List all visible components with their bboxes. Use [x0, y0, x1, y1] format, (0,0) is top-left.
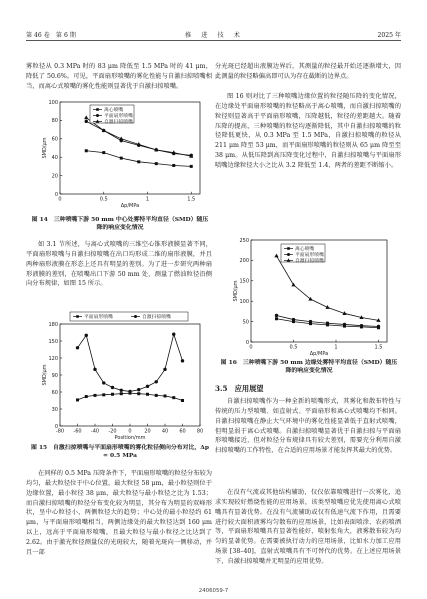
left-paragraph-2: 如 3.1 节所述，与离心式喷嘴的三维空心锥形液膜显著不同，平面扇形喷嘴与自激扫掠喷嘴在出口均形成二维的扇形液膜，并且两种扇形液膜在形态上还具有明显的差别。为了进一步研究两种扇形液膜的差别，在喷嘴出口下游 50 mm 处，测量了燃油粒径沿侧向分布规律，如图 15 所示。 [26, 241, 212, 288]
series-1-point [120, 157, 123, 160]
legend-entry-2: 平面扇形喷嘴 [295, 253, 324, 259]
series-1-point [120, 392, 123, 395]
series-2-point [181, 359, 184, 362]
series-2-point [172, 333, 175, 336]
y-tick-label: 50 [242, 319, 249, 326]
series-1-point [85, 395, 88, 398]
right-paragraph-2: 图 16 则对比了三种喷嘴边缘位置的粒径随压降的变化情况，在边缘处平面扇形喷嘴的粒径略高于离心喷嘴，而自激扫掠喷嘴的粒径则显著高于平面扇形喷嘴，压降越低，粒径的差距越大。随着压降的提高，三种喷嘴的粒径均逐渐降低，其中自激扫掠喷嘴的粒径降低更快，从 0.3 MPa 至 1.5 MPa，自激扫掠喷嘴的粒径从 211 μm 降至 53 μm，而平面扇形喷嘴的粒径则从 65 μm 降至至 38 μm。从低压降到高压降变化过程中，自激扫掠喷嘴与平面扇形喷嘴边缘粒径大小之比从 3.2 降低至 1.4，两者的差距不断缩小。 [215, 93, 401, 169]
right-paragraph-3: 自激扫掠喷嘴作为一种全新的喷嘴形式，其雾化和散布特性与传统的压力型喷嘴、如直射式、平面扇形和离心式喷嘴均不相同。自激扫掠喷嘴在静止大气环境中的雾化性能显著低于直射式喷嘴，但明显弱于离心式喷嘴。自激扫掠喷嘴显著优于自激扫掠与平面扇形喷嘴接近，但对粒径分布规律具有较大差别，需要充分利用自激扫掠喷嘴的工作特性，在合适的应用场景才能发挥其最大的优势。 [215, 398, 401, 455]
x-tick-label: 1.5 [187, 196, 196, 203]
series-2-point [102, 381, 105, 384]
legend-marker [96, 114, 99, 117]
y-tick-label: 60 [51, 136, 58, 143]
x-tick-label: 1.5 [374, 344, 383, 351]
series-2-point [85, 334, 88, 337]
series-line-3 [277, 256, 379, 320]
legend-marker [287, 253, 290, 256]
series-2-point [137, 388, 140, 391]
section-heading-3-5: 3.5 应用展望 [215, 384, 264, 393]
series-1-point [190, 165, 193, 168]
series-2-point [326, 322, 329, 325]
x-tick-label: 60 [179, 428, 186, 435]
series-3-point [274, 254, 278, 258]
y-tick-label: 60 [51, 389, 58, 396]
x-tick-label: 0 [128, 428, 132, 435]
running-head [26, 30, 401, 41]
figure-14 [30, 96, 208, 212]
series-1-point [111, 393, 114, 396]
x-tick-label: 20 [144, 428, 151, 435]
figure-16 [221, 234, 397, 362]
series-2-point [146, 385, 149, 388]
y-tick-label: 100 [239, 299, 249, 305]
series-2-point [93, 368, 96, 371]
series-2-point [155, 380, 158, 383]
y-tick-label: 120 [48, 355, 58, 362]
series-1-point [155, 394, 158, 397]
series-1-point [102, 393, 105, 396]
legend-entry-1: 离心喷嘴 [104, 108, 124, 114]
x-tick-label: -20 [108, 428, 117, 435]
series-1-point [85, 149, 88, 152]
x-tick-label: -80 [55, 428, 65, 435]
series-2-point [292, 318, 295, 321]
y-tick-label: 0 [54, 191, 58, 198]
plot-frame [60, 324, 200, 426]
x-tick-label: 40 [161, 428, 169, 435]
legend-entry-1: 离心喷嘴 [295, 247, 315, 253]
series-2-point [309, 320, 312, 323]
y-tick-label: 100 [48, 99, 58, 106]
x-tick-label: 1 [145, 196, 150, 203]
x-tick-label: 0 [249, 344, 253, 351]
legend-marker [287, 247, 290, 250]
y-axis-label: SMD/μm [42, 137, 48, 159]
figure-14-caption: 图 14 三种喷嘴下游 50 mm 中心处雾特平均直径（SMD）随压降的响应变化情况 [31, 216, 209, 232]
figure-15 [30, 306, 208, 446]
y-tick-label: 0 [245, 339, 249, 346]
figure-16-chart [221, 234, 397, 362]
legend-marker [76, 315, 79, 318]
page-footer-number: 2406059-7 [198, 588, 229, 594]
right-paragraph-4: 在没有气流或其他结构辅助，仅仅依靠喷嘴进行一次雾化，追求实现较好燃烧性能的应用场景，该类型喷嘴应优先使用离心式喷嘴具有显著优势。在没有气流辅助或仅有低速气流下作用，且需要进行较大面积液雾均匀散布的应用场景，比如表面喷涂、农药喷洒等，平面扇形喷嘴具有显著性能好，喷射张角大，液雾散布较为均匀的显著优势。在需要被执行动力的应用场景，比如水力加工应用场景 [38–40]，直射式喷嘴具有不可替代的优势。在上述应用场景下，自激扫掠喷嘴并无明显的应用优势。 [215, 489, 401, 565]
series-1-point [155, 162, 158, 165]
series-3-point [84, 115, 88, 119]
y-tick-label: 200 [239, 258, 249, 265]
running-head-journal: 推 进 技 术 [185, 32, 242, 39]
y-tick-label: 80 [51, 118, 58, 125]
series-1-point [137, 160, 140, 163]
y-axis-label: SMD/μm [233, 280, 239, 302]
legend-entry-2: 自激扫掠喷嘴 [142, 315, 171, 321]
series-2-point [343, 323, 346, 326]
series-2-point [76, 346, 79, 349]
x-tick-label: -40 [90, 428, 100, 435]
y-tick-label: 20 [51, 173, 58, 180]
x-tick-label: 0.5 [289, 344, 298, 351]
x-axis-label: Δp/MPa [309, 351, 329, 357]
series-1-point [146, 393, 149, 396]
series-1-point [275, 317, 278, 320]
right-column [215, 44, 401, 584]
right-paragraph-1: 分光斑已经超出液膜边界后，其测量的粒径最开始还逐渐增大，因此测量的粒径略偏高即可认为存在截断的边界点。 [215, 63, 401, 80]
y-tick-label: 150 [48, 338, 58, 345]
series-line-3 [86, 118, 191, 157]
left-column [26, 44, 212, 584]
x-tick-label: -60 [73, 428, 82, 435]
series-line-2 [86, 121, 191, 155]
series-1-point [172, 396, 175, 399]
running-head-year: 2025 年 [377, 32, 401, 39]
figure-15-chart [30, 306, 208, 446]
y-tick-label: 150 [239, 278, 249, 285]
series-2-point [377, 325, 380, 328]
x-tick-label: 1 [334, 344, 338, 351]
series-1-point [164, 394, 167, 397]
series-2-point [85, 120, 88, 123]
series-2-point [360, 324, 363, 327]
series-1-point [172, 164, 175, 167]
legend-entry-3: 自激扫掠喷嘴 [104, 120, 133, 126]
y-tick-label: 250 [239, 237, 249, 244]
x-tick-label: 0 [58, 196, 62, 203]
legend-marker [96, 108, 99, 111]
series-line-2 [78, 334, 183, 391]
y-tick-label: 0 [54, 423, 58, 430]
series-2-point [163, 368, 166, 371]
x-axis-label: Position/mm [114, 435, 146, 441]
legend-entry-2: 平面扇形喷嘴 [104, 114, 133, 120]
legend-entry-3: 自激扫掠喷嘴 [295, 259, 324, 265]
running-head-volume: 第 46 卷 第 6 期 [26, 32, 76, 39]
series-1-point [137, 392, 140, 395]
legend-marker [134, 315, 137, 318]
x-axis-label: Δp/MPa [120, 203, 140, 209]
x-tick-label: 0.5 [99, 196, 108, 203]
figure-15-caption: 图 15 自激扫掠喷嘴与平面扇形喷嘴的雾化粒径侧向分布对比，Δp = 0.5 MPa [31, 444, 209, 460]
y-tick-label: 40 [51, 155, 58, 161]
series-1-point [181, 399, 184, 402]
series-1-point [102, 151, 105, 154]
figure-14-chart [30, 96, 208, 212]
series-2-point [111, 386, 114, 389]
y-tick-label: 30 [51, 406, 58, 413]
legend-entry-1: 平面扇形喷嘴 [84, 315, 113, 321]
y-axis-label: SMD/μm [42, 364, 48, 386]
series-2-point [120, 389, 123, 392]
left-paragraph-1: 雾粒径从 0.3 MPa 时的 83 μm 降低至 1.5 MPa 时的 41 μm，降低了 50.6%。可见，平面扇形喷嘴的雾化性能与自激扫掠喷嘴相当，而离心式喷嘴的雾化性能则显著优于自激扫掠喷嘴。 [26, 63, 212, 90]
series-1-point [94, 394, 97, 397]
series-2-point [275, 314, 278, 317]
left-paragraph-3: 在同样的 0.5 MPa 压降条件下，平面扇形喷嘴的粒径分布较为均匀，最大粒径位于中心位置，最大粒径 58 μm，最小粒径则位于边缘位置，最小粒径 38 μm，最大粒径与最小粒径之比为 1.53；而自激扫掠喷嘴的粒径分布变化较为明显，其分布为明显的双峰形状，呈中心粒径小，两侧粒径大的趋势；中心处的最小粒径约 61 μm，与平面扇形喷嘴相当，两侧边缘处的最大粒径达到 160 μm 以上，远高于平面扇形喷嘴，且最大粒径与最小粒径之比达到了 2.62。由于激光粒径测量仪的光斑较大，随着光斑向一侧移动，并且一部 [26, 470, 212, 556]
y-tick-label: 180 [48, 321, 58, 328]
x-tick-label: 80 [196, 428, 204, 435]
y-tick-label: 90 [51, 372, 58, 379]
figure-16-caption: 图 16 三种喷嘴下游 50 mm 边缘处雾特平均直径（SMD）随压降的响应变化情况 [220, 359, 398, 375]
series-2-point [128, 390, 131, 393]
series-1-point [76, 398, 79, 401]
